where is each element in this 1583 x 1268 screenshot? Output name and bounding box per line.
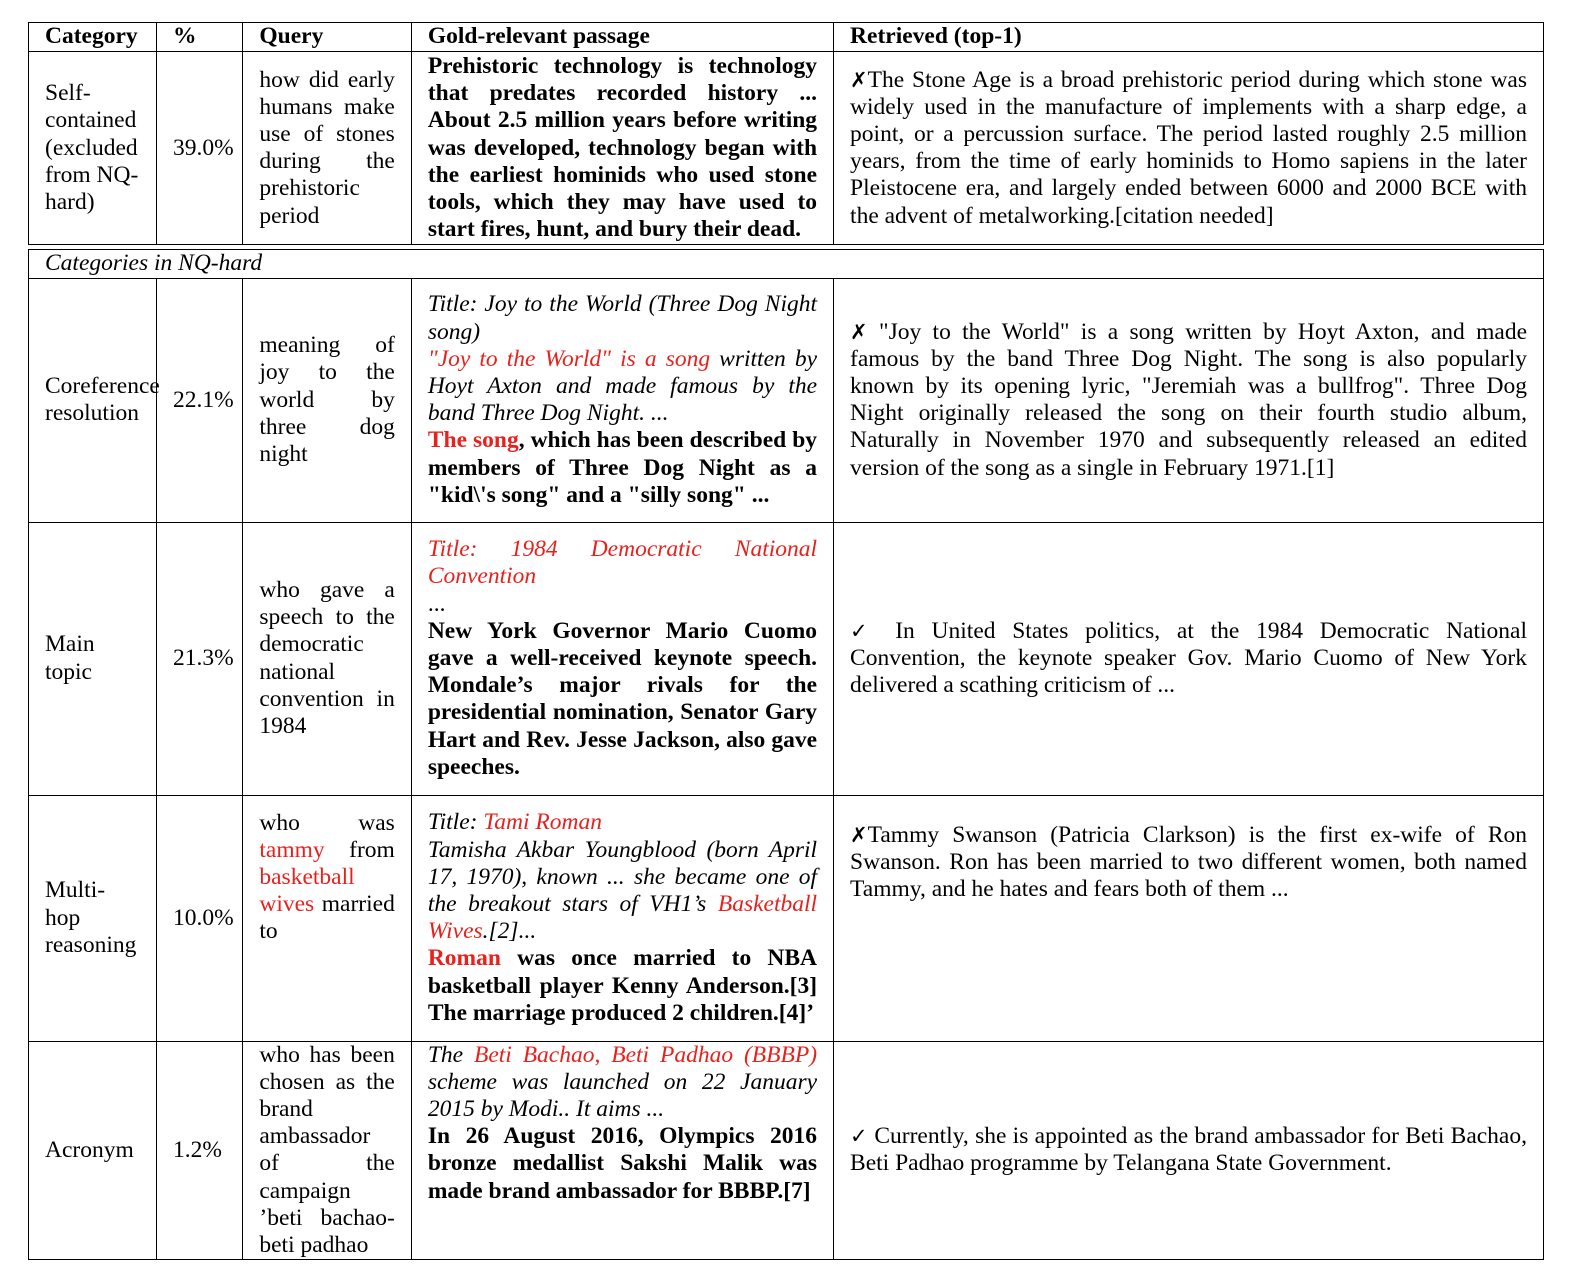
cell-retrieved xyxy=(834,522,1544,795)
cross-icon: ✗ xyxy=(850,67,868,92)
row-multi-hop xyxy=(29,795,1544,1041)
query-text: from xyxy=(324,836,395,863)
cell-percent: 1.2% xyxy=(156,1041,242,1260)
cell-gold xyxy=(411,795,833,1041)
gold-text-bold: In 26 August 2016, Olympics 2016 bronze medallist Sakshi Malik was made brand ambassador for BBBP.[7] xyxy=(427,1123,818,1204)
gold-highlight-bold: The song xyxy=(427,427,519,454)
cell-retrieved xyxy=(834,52,1544,245)
cross-icon: ✗ xyxy=(850,822,868,847)
header-row xyxy=(29,23,1544,52)
cell-retrieved xyxy=(834,795,1544,1041)
gold-title: Title: Joy to the World (Three Dog Night song) xyxy=(427,291,818,345)
gold-text: written by Hoyt Axton and made famous by the band Three Dog Night. ... xyxy=(427,345,818,427)
cell-category: Self-contained (excluded from NQ-hard) xyxy=(29,52,157,245)
cell-percent: 22.1% xyxy=(156,278,242,522)
gold-text-bold: New York Governor Mario Cuomo gave a well-received keynote speech. Mondale’s major rivals for the presidential nomination, Senator Gary Hart and Rev. Jesse Jackson, also gave speeches. xyxy=(427,617,818,780)
gold-ellipsis: ... xyxy=(427,590,446,617)
retrieved-text: Currently, she is appointed as the brand ambassador for Beti Bachao, Beti Padhao programme by Telangana State Government. xyxy=(850,1123,1527,1177)
gold-highlight-bold: Roman xyxy=(427,945,501,972)
cell-gold xyxy=(411,278,833,522)
cell-category: Multi-hop reasoning xyxy=(29,795,157,1041)
cell-query xyxy=(243,795,411,1041)
cross-icon: ✗ xyxy=(850,319,868,344)
gold-title: Tami Roman xyxy=(483,809,602,836)
row-acronym xyxy=(29,1041,1544,1260)
row-self-contained xyxy=(29,52,1544,245)
cell-percent: 21.3% xyxy=(156,522,242,795)
cell-query: how did early humans make use of stones during the prehistoric period xyxy=(243,52,411,245)
results-table-frame xyxy=(28,22,1544,1259)
gold-text: scheme was launched on 22 January 2015 by Modi.. It aims ... xyxy=(427,1068,818,1123)
cell-percent: 10.0% xyxy=(156,795,242,1041)
cell-gold xyxy=(411,522,833,795)
cell-retrieved xyxy=(834,278,1544,522)
gold-text: Tamisha Akbar Youngblood (born April 17, 1970), known ... she became one of the breakout stars of VH1’s xyxy=(427,836,818,917)
query-highlight: tammy xyxy=(259,836,325,863)
query-highlight: basketball wives xyxy=(259,864,355,918)
cell-query: who has been chosen as the brand ambassador of the campaign ’beti bachao-beti padhao xyxy=(243,1041,411,1260)
cell-query: meaning of joy to the world by three dog night xyxy=(243,278,411,522)
check-icon: ✓ xyxy=(850,1124,869,1149)
header-retrieved: Retrieved (top-1) xyxy=(834,23,1544,52)
row-coreference xyxy=(29,278,1544,522)
section-row xyxy=(29,250,1544,278)
gold-title-prefix: Title: xyxy=(427,809,484,836)
query-text: married to xyxy=(259,891,395,945)
header-gold: Gold-relevant passage xyxy=(411,23,833,52)
cell-category: Coreference resolution xyxy=(29,278,157,522)
retrieved-text: In United States politics, at the 1984 Democratic National Convention, the keynote speaker Gov. Mario Cuomo of New York delivered a scathing criticism of ... xyxy=(850,617,1527,699)
check-icon: ✓ xyxy=(850,618,879,643)
cell-retrieved xyxy=(834,1041,1544,1260)
header-category: Category xyxy=(29,23,157,52)
gold-highlight: Basketball Wives xyxy=(427,890,818,945)
header-query: Query xyxy=(243,23,411,52)
cell-category: Acronym xyxy=(29,1041,157,1260)
retrieved-text: "Joy to the World" is a song written by Hoyt Axton, and made famous by the band Three Dog Night. The song is also popularly known by its opening lyric, "Jeremiah was a bullfrog". Three Dog Night originally released the song on their fourth studio album, Naturally in November 1970 and subsequently released an edited version of the song as a single in February 1971.[1] xyxy=(850,318,1528,481)
gold-text-bold: was once married to NBA basketball player Kenny Anderson.[3] The marriage produced 2 children.[4]’ xyxy=(427,945,818,1026)
header-percent: % xyxy=(156,23,242,52)
gold-title: Title: 1984 Democratic National Convention xyxy=(427,536,818,590)
row-main-topic xyxy=(29,522,1544,795)
retrieved-text: The Stone Age is a broad prehistoric period during which stone was widely used in the manufacture of implements with a sharp edge, a point, or a percussion surface. The period lasted roughly 2.5 million years, from the time of early hominids to Homo sapiens in the later Pleistocene era, and largely ended between 6000 and 2000 BCE with the advent of metalworking.[citation needed] xyxy=(850,66,1527,229)
gold-text: The xyxy=(427,1041,474,1068)
retrieved-text: Tammy Swanson (Patricia Clarkson) is the first ex-wife of Ron Swanson. Ron has been married to two different women, both named Tammy, and he hates and fears both of them ... xyxy=(850,821,1527,903)
gold-text: .[2]... xyxy=(482,918,537,945)
cell-category: Main topic xyxy=(29,522,157,795)
results-table xyxy=(28,22,1544,1260)
query-text: who was xyxy=(259,809,395,836)
cell-query: who gave a speech to the democratic national convention in 1984 xyxy=(243,522,411,795)
cell-gold: Prehistoric technology is technology that predates recorded history ... About 2.5 million years before writing was developed, technology began with the earliest hominids who used stone tools, which they may have used to start fires, hunt, and bury their dead. xyxy=(411,52,833,245)
cell-percent: 39.0% xyxy=(156,52,242,245)
gold-text-bold: , which has been described by members of Three Dog Night as a "kid\'s song" and a "silly song" ... xyxy=(427,427,818,508)
gold-highlight: "Joy to the World" is a song xyxy=(427,345,711,372)
cell-gold xyxy=(411,1041,833,1260)
gold-highlight: Beti Bachao, Beti Padhao (BBBP) xyxy=(473,1041,818,1068)
section-label: Categories in NQ-hard xyxy=(29,250,1544,278)
